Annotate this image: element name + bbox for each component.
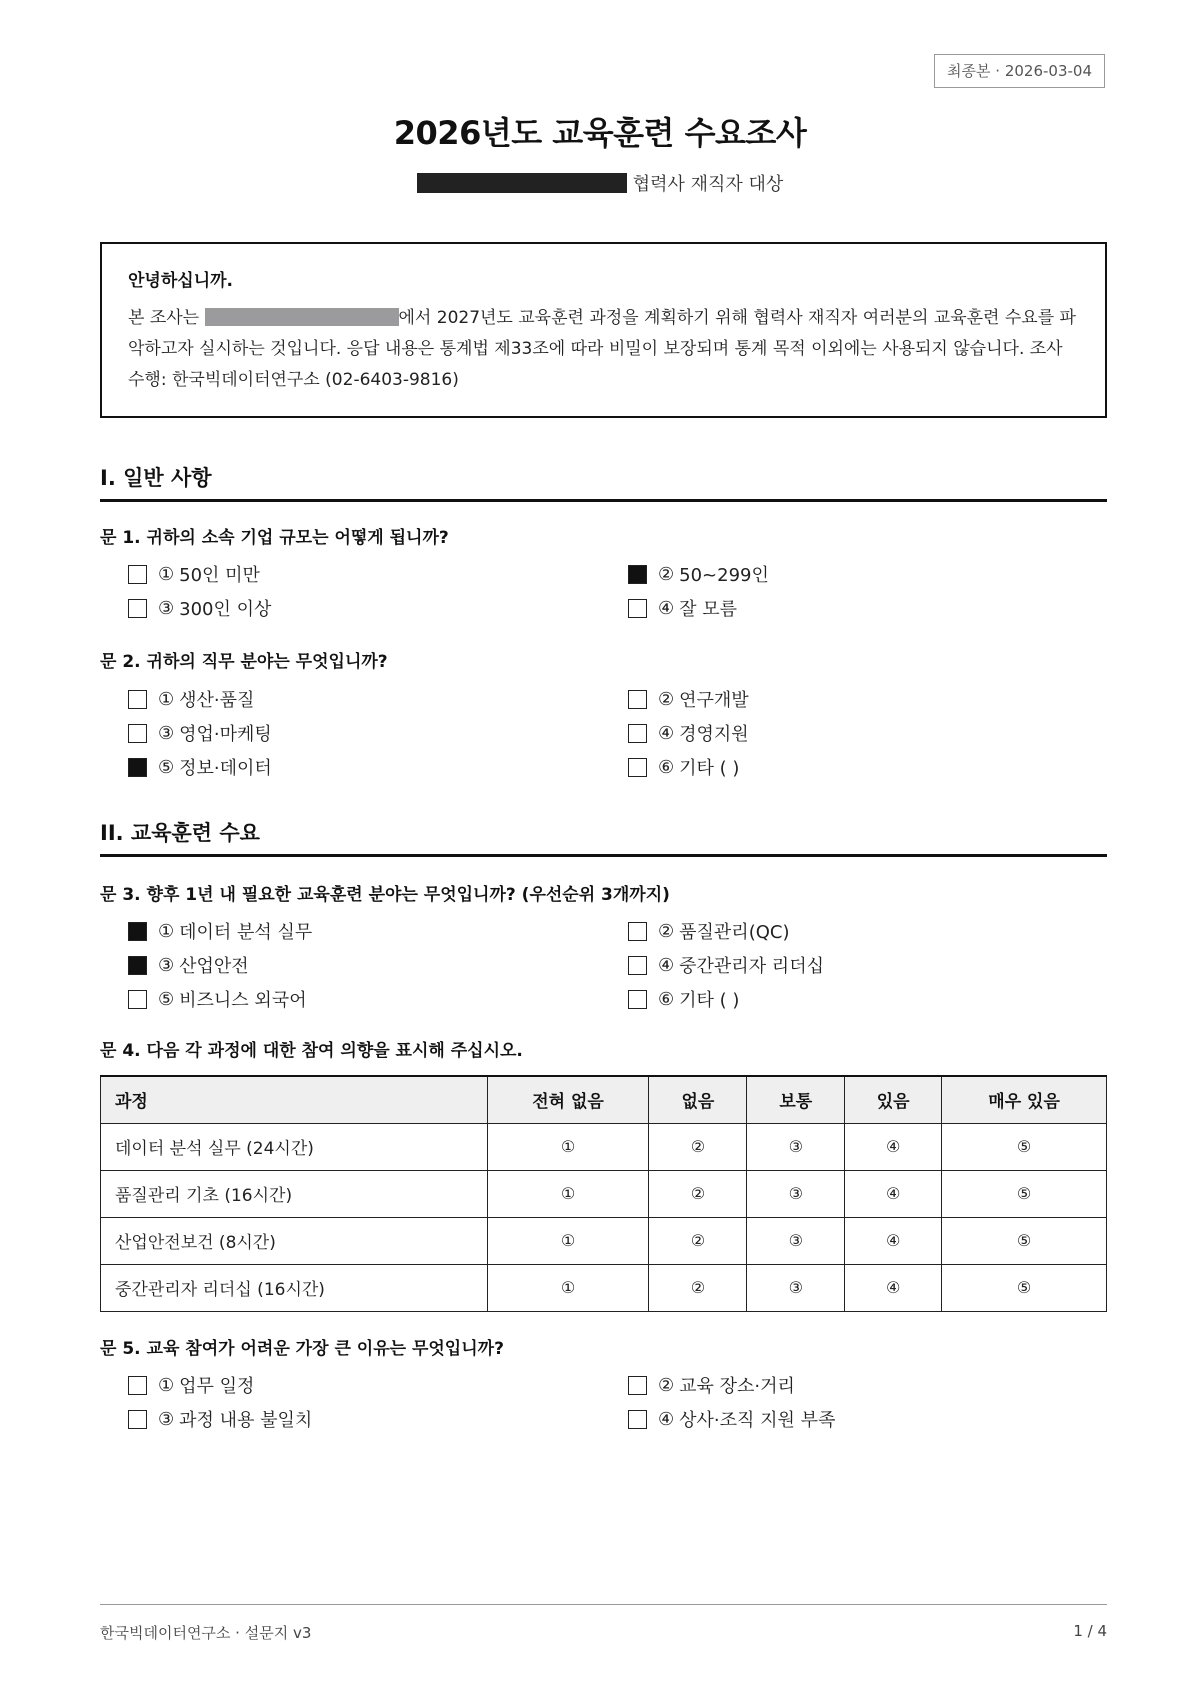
redacted-company-name	[417, 173, 627, 193]
column-header: 매우 있음	[942, 1076, 1107, 1123]
rating-option[interactable]: ②	[649, 1264, 747, 1311]
option-number: ④	[658, 722, 675, 744]
question-2: 문 2. 귀하의 직무 분야는 무엇입니까?	[100, 652, 388, 672]
q1-option[interactable]	[128, 563, 628, 585]
option-number: ③	[158, 722, 175, 744]
q2-option[interactable]	[628, 688, 1088, 710]
rating-option[interactable]: ⑤	[942, 1264, 1107, 1311]
option-number: ①	[158, 563, 175, 585]
intro-body	[128, 303, 1079, 396]
checkbox[interactable]	[128, 690, 147, 709]
version-badge: 최종본 · 2026-03-04	[934, 54, 1105, 88]
checkbox[interactable]	[628, 922, 647, 941]
table-row	[101, 1123, 1107, 1170]
footer-organization: 한국빅데이터연구소 · 설문지 v3	[100, 1624, 312, 1642]
q3-option[interactable]	[128, 988, 628, 1010]
checkbox[interactable]	[628, 724, 647, 743]
option-label: 과정 내용 불일치	[179, 1410, 313, 1431]
column-header: 전혀 없음	[487, 1076, 649, 1123]
option-number: ①	[158, 688, 175, 710]
intro-text-before: 본 조사는	[128, 308, 205, 328]
rating-option[interactable]: ③	[747, 1170, 845, 1217]
option-label: 기타 ( )	[679, 990, 740, 1011]
option-number: ②	[658, 563, 675, 585]
option-label: 50인 미만	[179, 565, 260, 586]
q5-options	[128, 1374, 1088, 1430]
option-label: 정보·데이터	[179, 758, 272, 779]
q3-options	[128, 920, 1088, 1010]
option-label: 경영지원	[679, 724, 749, 745]
rating-option[interactable]: ④	[845, 1217, 942, 1264]
q3-option[interactable]	[628, 988, 1088, 1010]
subtitle	[0, 170, 1200, 196]
q2-option[interactable]	[128, 722, 628, 744]
checkbox-checked[interactable]	[128, 922, 147, 941]
subtitle-text: 협력사 재직자 대상	[632, 174, 784, 195]
option-label: 교육 장소·거리	[679, 1376, 795, 1397]
q2-options	[128, 688, 1088, 778]
checkbox[interactable]	[128, 990, 147, 1009]
checkbox[interactable]	[628, 758, 647, 777]
checkbox[interactable]	[628, 990, 647, 1009]
option-number: ⑤	[158, 988, 175, 1010]
rating-option[interactable]: ⑤	[942, 1217, 1107, 1264]
checkbox[interactable]	[128, 565, 147, 584]
rating-option[interactable]: ④	[845, 1123, 942, 1170]
checkbox[interactable]	[128, 599, 147, 618]
redacted-organization	[205, 308, 399, 326]
q1-option[interactable]	[628, 563, 1088, 585]
option-number: ④	[658, 1408, 675, 1430]
q1-option[interactable]	[128, 597, 628, 619]
option-label: 잘 모름	[679, 599, 738, 620]
rating-option[interactable]: ③	[747, 1123, 845, 1170]
option-label: 기타 ( )	[679, 758, 740, 779]
option-label: 상사·조직 지원 부족	[679, 1410, 836, 1431]
option-label: 데이터 분석 실무	[179, 922, 313, 943]
footer-divider	[100, 1604, 1107, 1605]
course-name: 품질관리 기초 (16시간)	[101, 1170, 488, 1217]
question-5: 문 5. 교육 참여가 어려운 가장 큰 이유는 무엇입니까?	[100, 1339, 504, 1359]
page-number: 1 / 4	[1073, 1622, 1107, 1640]
page-title: 2026년도 교육훈련 수요조사	[393, 114, 807, 152]
checkbox[interactable]	[628, 1376, 647, 1395]
rating-option[interactable]: ⑤	[942, 1170, 1107, 1217]
question-3: 문 3. 향후 1년 내 필요한 교육훈련 분야는 무엇입니까? (우선순위 3개까지)	[100, 885, 670, 905]
table-row	[101, 1264, 1107, 1311]
checkbox[interactable]	[128, 1410, 147, 1429]
checkbox-checked[interactable]	[628, 565, 647, 584]
option-label: 생산·품질	[179, 690, 255, 711]
rating-option[interactable]: ②	[649, 1170, 747, 1217]
rating-option[interactable]: ①	[487, 1170, 649, 1217]
option-number: ③	[158, 597, 175, 619]
option-number: ④	[658, 597, 675, 619]
course-name: 산업안전보건 (8시간)	[101, 1217, 488, 1264]
option-label: 비즈니스 외국어	[179, 990, 307, 1011]
rating-option[interactable]: ①	[487, 1264, 649, 1311]
q5-option[interactable]	[628, 1408, 1088, 1430]
option-number: ②	[658, 920, 675, 942]
rating-option[interactable]: ①	[487, 1123, 649, 1170]
checkbox[interactable]	[128, 724, 147, 743]
option-number: ③	[158, 954, 175, 976]
table-row	[101, 1217, 1107, 1264]
column-header: 보통	[747, 1076, 845, 1123]
checkbox[interactable]	[628, 956, 647, 975]
option-number: ⑥	[658, 988, 675, 1010]
rating-option[interactable]: ④	[845, 1170, 942, 1217]
option-label: 300인 이상	[179, 599, 272, 620]
intro-text-after: 에서 2027년도 교육훈련 과정을 계획하기 위해 협력사 재직자 여러분의 교육훈련 수요를 파악하고자 실시하는 것입니다. 응답 내용은 통계법 제33조에 따라 비밀이 보장되며 통계 목적 이외에는 사용되지 않습니다. 조사 수행: 한국빅데이터연구소 (02-6403-9816)	[128, 308, 1076, 390]
checkbox[interactable]	[628, 690, 647, 709]
q2-option[interactable]	[128, 756, 628, 778]
question-1: 문 1. 귀하의 소속 기업 규모는 어떻게 됩니까?	[100, 528, 449, 548]
q3-option[interactable]	[628, 954, 1088, 976]
q3-option[interactable]	[128, 954, 628, 976]
rating-option[interactable]: ③	[747, 1217, 845, 1264]
table-header-row	[101, 1076, 1107, 1123]
intro-box	[100, 242, 1107, 418]
table-row	[101, 1170, 1107, 1217]
option-label: 영업·마케팅	[179, 724, 272, 745]
course-name: 데이터 분석 실무 (24시간)	[101, 1123, 488, 1170]
option-number: ④	[658, 954, 675, 976]
q1-options	[128, 563, 1088, 619]
checkbox-checked[interactable]	[128, 956, 147, 975]
course-name: 중간관리자 리더십 (16시간)	[101, 1264, 488, 1311]
q2-option[interactable]	[628, 722, 1088, 744]
column-header: 있음	[845, 1076, 942, 1123]
column-header: 없음	[649, 1076, 747, 1123]
checkbox-checked[interactable]	[128, 758, 147, 777]
q5-option[interactable]	[628, 1374, 1088, 1396]
checkbox[interactable]	[128, 1376, 147, 1395]
option-number: ①	[158, 920, 175, 942]
rating-option[interactable]: ①	[487, 1217, 649, 1264]
checkbox[interactable]	[628, 599, 647, 618]
rating-option[interactable]: ⑤	[942, 1123, 1107, 1170]
q1-option[interactable]	[628, 597, 1088, 619]
rating-option[interactable]: ②	[649, 1123, 747, 1170]
option-label: 품질관리(QC)	[679, 922, 790, 943]
option-label: 산업안전	[179, 956, 249, 977]
q5-option[interactable]	[128, 1408, 628, 1430]
q2-option[interactable]	[628, 756, 1088, 778]
rating-option[interactable]: ②	[649, 1217, 747, 1264]
q2-option[interactable]	[128, 688, 628, 710]
section-heading-general: I. 일반 사항	[100, 460, 1107, 502]
option-number: ①	[158, 1374, 175, 1396]
q5-option[interactable]	[128, 1374, 628, 1396]
option-label: 중간관리자 리더십	[679, 956, 824, 977]
section-heading-training-demand: II. 교육훈련 수요	[100, 815, 1107, 857]
option-label: 연구개발	[679, 690, 749, 711]
option-number: ③	[158, 1408, 175, 1430]
checkbox[interactable]	[628, 1410, 647, 1429]
option-number: ②	[658, 1374, 675, 1396]
option-number: ⑤	[158, 756, 175, 778]
column-header-course: 과정	[101, 1076, 488, 1123]
rating-option[interactable]: ④	[845, 1264, 942, 1311]
q3-option[interactable]	[628, 920, 1088, 942]
q3-option[interactable]	[128, 920, 628, 942]
option-label: 업무 일정	[179, 1376, 255, 1397]
intro-greeting: 안녕하십니까.	[128, 271, 233, 291]
option-number: ②	[658, 688, 675, 710]
option-label: 50~299인	[679, 565, 769, 586]
participation-intent-table	[100, 1075, 1107, 1312]
rating-option[interactable]: ③	[747, 1264, 845, 1311]
question-4: 문 4. 다음 각 과정에 대한 참여 의향을 표시해 주십시오.	[100, 1041, 523, 1061]
option-number: ⑥	[658, 756, 675, 778]
